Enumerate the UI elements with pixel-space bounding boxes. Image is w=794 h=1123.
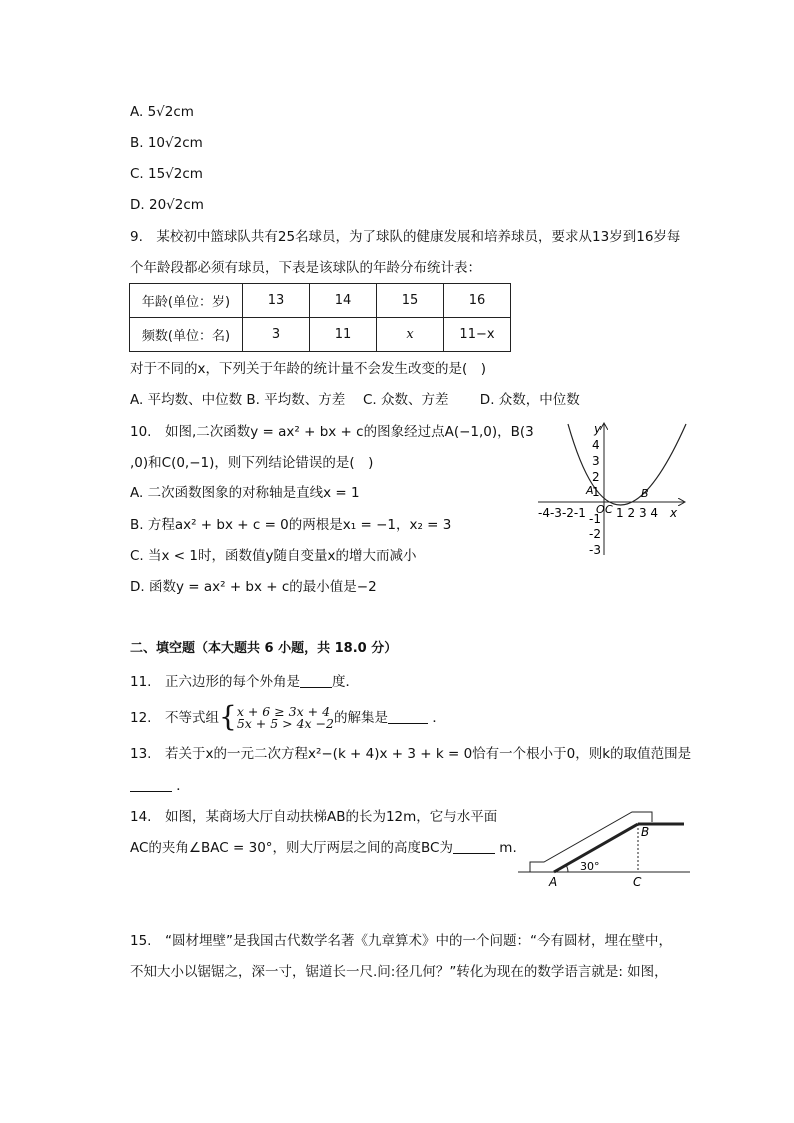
table-cell: 14 <box>310 284 377 318</box>
point-b-label: B <box>641 487 649 500</box>
table-cell: 16 <box>444 284 511 318</box>
q10-option-b: B. 方程ax² + bx + c = 0的两根是x₁ = −1，x₂ = 3 <box>130 517 452 533</box>
q15-stem-line2: 不知大小以锯锯之，深一寸，锯道长一尺.问:径几何？”转化为现在的数学语言就是: 如图， <box>130 964 668 980</box>
q9-question: 对于不同的x，下列关于年龄的统计量不会发生改变的是( ) <box>130 361 487 377</box>
y-tick-label: 1 <box>592 485 600 499</box>
x-tick-label: -4 <box>538 506 550 520</box>
q14-text: AC的夹角∠BAC = 30°，则大厅两层之间的高度BC为 <box>130 840 453 856</box>
y-tick-label: -2 <box>589 527 601 541</box>
q10-stem-line2: ,0)和C(0,−1)，则下列结论错误的是( ) <box>130 455 374 471</box>
table-header-frequency: 频数(单位：名) <box>130 318 243 352</box>
q9-stem-line2: 个年龄段都必须有球员，下表是该球队的年龄分布统计表： <box>130 260 481 276</box>
x-tick-label: 1 <box>616 506 624 520</box>
y-tick-label: 4 <box>592 438 600 452</box>
q10-stem-line1: 10. 如图,二次函数y = ax² + bx + c的图象经过点A(−1,0)，B(3 <box>130 424 534 440</box>
q10-option-c: C. 当x < 1时，函数值y随自变量x的增大而减小 <box>130 548 417 564</box>
q13-answer-line <box>130 776 190 796</box>
q8-option-d: D. 20√2cm <box>130 197 204 213</box>
table-cell: 13 <box>243 284 310 318</box>
x-tick-label: -2 <box>561 506 574 520</box>
table-row <box>130 284 511 318</box>
brace-icon: { <box>218 700 237 733</box>
q13-answer-blank[interactable] <box>130 777 172 792</box>
inequality-2: 5x + 5 > 4x −2 <box>236 716 335 731</box>
escalator-figure <box>518 808 690 890</box>
x-tick-label: -3 <box>549 506 562 520</box>
y-tick-label: -1 <box>589 512 601 526</box>
q11-text: 11. 正六边形的每个外角是 <box>130 674 300 690</box>
x-tick-labels-positive <box>616 506 658 520</box>
x-tick-label: 3 <box>638 506 647 520</box>
q10-option-a: A. 二次函数图象的对称轴是直线x = 1 <box>130 485 360 501</box>
q14-stem-line2 <box>130 838 517 858</box>
y-tick-label: 3 <box>592 454 600 468</box>
q8-option-c: C. 15√2cm <box>130 166 203 182</box>
q10-option-d: D. 函数y = ax² + bx + c的最小值是−2 <box>130 579 377 595</box>
q12 <box>130 700 446 733</box>
q9-options: A. 平均数、中位数 B. 平均数、方差 C. 众数、方差 D. 众数，中位数 <box>130 392 580 408</box>
origin-label: O <box>596 503 605 516</box>
point-a-label: A <box>549 875 558 889</box>
q15-stem-line1: 15. “圆材埋壁”是我国古代数学名著《九章算术》中的一个问题：“今有圆材，埋在壁中， <box>130 933 672 949</box>
section-2-heading: 二、填空题（本大题共 6 小题，共 18.0 分） <box>130 641 398 656</box>
q11-suffix: 度． <box>331 674 359 690</box>
age-distribution-table <box>129 283 511 352</box>
x-tick-label: 4 <box>650 506 659 520</box>
q12-answer-blank[interactable] <box>388 709 428 724</box>
x-axis-label: x <box>670 506 678 520</box>
q12-text-2: 的解集是 <box>334 710 389 726</box>
x-tick-label: -1 <box>573 506 586 520</box>
q9-stem-line1: 9. 某校初中篮球队共有25名球员，为了球队的健康发展和培养球员，要求从13岁到16岁每 <box>130 229 681 245</box>
point-c-label: C <box>633 875 642 889</box>
y-tick-label: 2 <box>592 470 600 484</box>
table-cell: 15 <box>377 284 444 318</box>
angle-label: 30° <box>580 860 600 873</box>
table-cell: 11 <box>310 318 377 352</box>
x-tick-label: 2 <box>627 506 636 520</box>
q14-suffix: m. <box>499 840 517 856</box>
point-b-label: B <box>641 825 650 839</box>
q12-suffix: ． <box>432 710 446 726</box>
table-cell: 3 <box>243 318 310 352</box>
table-row <box>130 318 511 352</box>
y-tick-label: -3 <box>589 543 601 557</box>
q14-answer-blank[interactable] <box>453 839 495 854</box>
q12-text: 12. 不等式组 <box>130 710 219 726</box>
q14-stem-line1: 14. 如图，某商场大厅自动扶梯AB的长为12m，它与水平面 <box>130 809 498 825</box>
table-header-age: 年龄(单位：岁) <box>130 284 243 318</box>
table-cell: 11−x <box>444 318 511 352</box>
angle-arc <box>566 865 568 872</box>
y-axis-label: y <box>594 422 602 436</box>
x-tick-labels <box>538 506 586 520</box>
q8-option-a: A. 5√2cm <box>130 104 194 120</box>
inequality-1: x + 6 ≥ 3x + 4 <box>236 704 331 719</box>
q13-stem: 13. 若关于x的一元二次方程x²−(k + 4)x + 3 + k = 0恰有一个根小于0，则k的取值范围是 <box>130 746 692 762</box>
q8-option-b: B. 10√2cm <box>130 135 203 151</box>
q11 <box>130 672 359 692</box>
q11-answer-blank[interactable] <box>300 673 332 688</box>
q13-suffix: ． <box>176 778 190 794</box>
table-cell: x <box>377 318 444 352</box>
parabola-graph <box>534 420 694 560</box>
point-c-label: C <box>605 503 613 516</box>
point-a-label: A <box>586 484 594 497</box>
inequality-system <box>237 706 334 730</box>
